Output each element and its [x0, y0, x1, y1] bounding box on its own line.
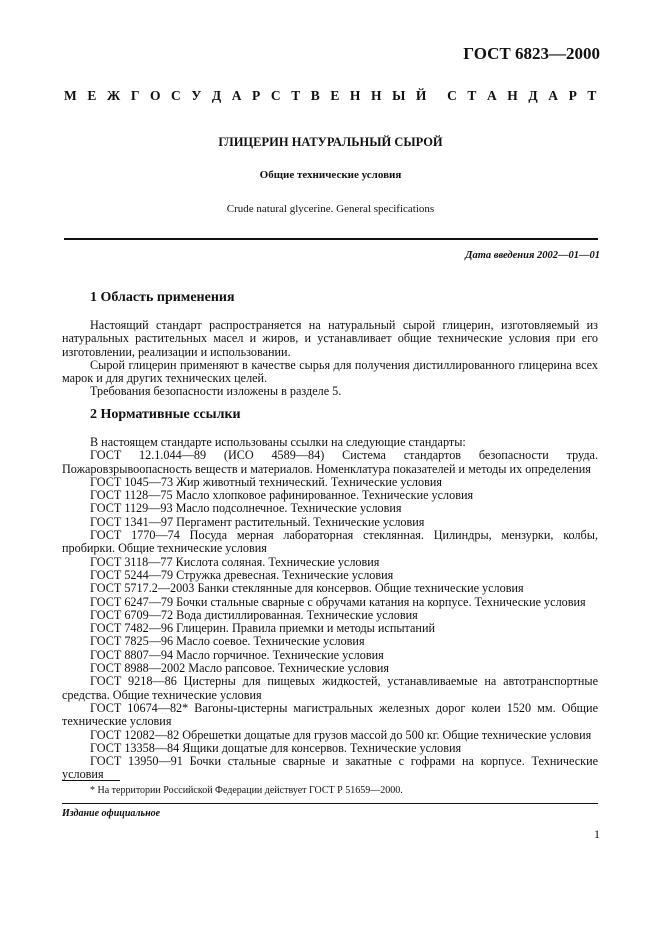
section-2-heading: 2 Нормативные ссылки [90, 407, 241, 422]
reference-item: ГОСТ 6709—72 Вода дистиллированная. Технические условия [90, 607, 418, 622]
footnote-rule [62, 780, 120, 781]
section-1-paragraph: Настоящий стандарт распространяется на натуральный сырой глицерин, изготовляемый из натуральных растительных масел и жиров, и устанавливает общие технические условия при его изготовлении, реализации и использовании. [62, 318, 598, 359]
reference-item: ГОСТ 5244—79 Стружка древесная. Технические условия [90, 567, 394, 582]
reference-item: ГОСТ 7482—96 Глицерин. Правила приемки и методы испытаний [90, 621, 436, 636]
reference-item: ГОСТ 12082—82 Обрешетки дощатые для грузов массой до 500 кг. Общие технические условия [90, 727, 592, 742]
section-1-body [62, 319, 598, 399]
reference-item: ГОСТ 1770—74 Посуда мерная лабораторная стеклянная. Цилиндры, мензурки, колбы, пробирки. Общие технические условия [62, 528, 598, 556]
reference-item: ГОСТ 7825—96 Масло соевое. Технические условия [90, 634, 365, 649]
section-1-paragraph: Требования безопасности изложены в разделе 5. [90, 384, 342, 399]
header-rule [64, 238, 598, 240]
reference-item: ГОСТ 13358—84 Ящики дощатые для консервов. Технические условия [90, 740, 462, 755]
reference-item: ГОСТ 8988—2002 Масло рапсовое. Технические условия [90, 661, 390, 676]
section-1-paragraph: Сырой глицерин применяют в качестве сырья для получения дистиллированного глицерина всех марок и для других технических целей. [62, 357, 598, 386]
reference-item: ГОСТ 9218—86 Цистерны для пищевых жидкостей, устанавливаемые на автотранспортные средства. Общие технические условия [62, 674, 598, 702]
footnote: * На территории Российской Федерации действует ГОСТ Р 51659—2000. [90, 785, 403, 796]
intro-date: Дата введения 2002—01—01 [465, 250, 600, 261]
section-2-body [62, 436, 598, 782]
section-2-intro: В настоящем стандарте использованы ссылки на следующие стандарты: [90, 435, 466, 449]
reference-item: ГОСТ 10674—82* Вагоны-цистерны магистральных железных дорог колеи 1520 мм. Общие технические условия [62, 700, 598, 729]
reference-item: ГОСТ 13950—91 Бочки стальные сварные и закатные с гофрами на корпусе. Технические условия [62, 754, 598, 782]
reference-item: ГОСТ 5717.2—2003 Банки стеклянные для консервов. Общие технические условия [90, 581, 524, 596]
edition-label: Издание официальное [62, 808, 161, 819]
reference-item: ГОСТ 1128—75 Масло хлопковое рафинированное. Технические условия [90, 488, 474, 503]
reference-item: ГОСТ 3118—77 Кислота соляная. Технические условия [90, 554, 380, 569]
footer-rule [62, 803, 598, 804]
reference-item: ГОСТ 12.1.044—89 (ИСО 4589—84) Система стандартов безопасности труда. Пожаровзрывоопасность веществ и материалов. Номенклатура показателей и методы их определения [62, 448, 598, 476]
standard-type-heading [64, 88, 600, 104]
page-number: 1 [594, 827, 600, 841]
standard-type-word1: М Е Ж Г О С У Д А Р С Т В Е Н Н Ы Й [64, 88, 431, 103]
document-subtitle: Общие технические условия [259, 169, 402, 181]
reference-item: ГОСТ 1045—73 Жир животный технический. Технические условия [90, 474, 442, 489]
reference-item: ГОСТ 1341—97 Пергамент растительный. Технические условия [90, 514, 425, 529]
english-title: Crude natural glycerine. General specifications [226, 203, 435, 215]
reference-item: ГОСТ 1129—93 Масло подсолнечное. Технические условия [90, 501, 402, 516]
reference-item: ГОСТ 8807—94 Масло горчичное. Технические условия [90, 647, 384, 662]
reference-item: ГОСТ 6247—79 Бочки стальные сварные с обручами катания на корпусе. Технические условия [90, 594, 586, 609]
gost-number: ГОСТ 6823—2000 [463, 44, 600, 63]
section-1-heading: 1 Область применения [90, 290, 235, 305]
document-title: ГЛИЦЕРИН НАТУРАЛЬНЫЙ СЫРОЙ [218, 135, 443, 149]
standard-type-word2: С Т А Н Д А Р Т [447, 88, 600, 103]
